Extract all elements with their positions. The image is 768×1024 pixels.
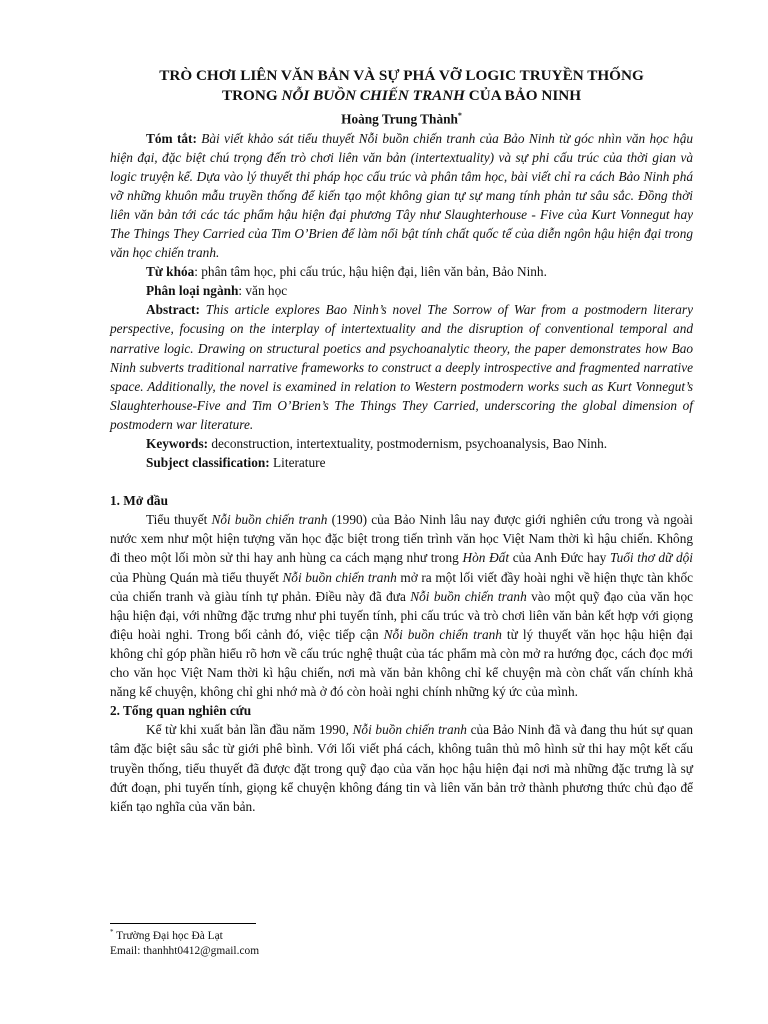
summary-vi [110,129,693,263]
field-en [110,453,693,472]
s1-text-c: của Anh Đức hay [509,550,610,566]
abstract-label: Abstract: [146,302,200,318]
footnote [110,925,510,959]
footnote-affiliation-text: Trường Đại học Đà Lạt [113,929,223,942]
s1-text-d: của Phùng Quán mà tiểu thuyết [110,569,283,585]
author-footnote-mark: * [457,111,462,120]
s1-italic-3: Tuổi thơ dữ dội [609,550,693,566]
footnote-affiliation [110,925,510,944]
abstract-text: This article explores Bao Ninh’s novel The Sorrow of War from a postmodern literary perspective, focusing on the interplay of intertextuality and the disruption of conventional temporal and narrative logic. Drawing on structural poetics and psychoanalytic theory, the paper demonstrates how Bao Ninh subverts traditional narrative frameworks to construct a deeply introspective and fragmented narrative space. Additionally, the novel is examined in relation to Western postmodern works such as Kurt Vonnegut’s Slaughterhouse-Five and Tim O’Brien’s The Things They Carried, underscoring the global dimension of postmodern war literature. [110,302,693,432]
author-name-text: Hoàng Trung Thành [341,111,458,127]
keywords-en [110,434,693,453]
s2-text-a: Kể từ khi xuất bản lần đầu năm 1990, [146,722,353,738]
s2-text-b: của Bảo Ninh đã và đang thu hút sự quan tâm đặc biệt sâu sắc từ giới phê bình. Với lối viết phá cách, không tuân thủ mô hình sử thi hay một kết cấu truyền thống, tiểu thuyết đã được đặt trong quỹ đạo của văn học hậu hiện đại nơi mà những đặc trưng là sự đứt đoạn, phi tuyến tính, giọng kể chuyện không đáng tin và liên văn bản trở thành phương thức chủ đạo để kiến tạo nghĩa của văn bản. [110,722,693,814]
author-name [110,106,693,129]
keywords-vi-label: Từ khóa [146,264,195,280]
field-vi-text: : văn học [238,283,288,299]
s2-italic-1: Nỗi buồn chiến tranh [352,722,467,738]
s1-italic-5: Nỗi buồn chiến tranh [410,588,527,604]
abstract-en [110,300,693,434]
s1-text-f: vào một quỹ đạo của văn học hậu hiện đại, với những đặc trưng như phi tuyến tính, phi cấu trúc và trò chơi liên văn bản kết hợp với giọng điệu hoài nghi. Trong bối cảnh đó, việc tiếp cận [110,588,694,642]
paper-title [110,66,693,106]
s1-text-b: (1990) của Bảo Ninh lâu nay được giới nghiên cứu trong và ngoài nước xem như một hiện tượng văn học đặc biệt trong tiến trình văn học Việt Nam thời kì hậu chiến. Không đi theo một lối mòn sử thi hay anh hùng ca cách mạng như trong [110,512,693,566]
title-line-2-prefix: TRONG [221,87,282,104]
spacer [110,472,693,491]
section-2-paragraph [110,720,693,815]
footnote-email: Email: thanhht0412@gmail.com [110,944,260,957]
summary-text: Bài viết khảo sát tiểu thuyết Nỗi buồn chiến tranh của Bảo Ninh từ góc nhìn văn học hậu hiện đại, đặc biệt chú trọng đến trò chơi liên văn bản (intertextuality) và sự phi cấu trúc của thời gian và logic truyện kể. Dựa vào lý thuyết thi pháp học cấu trúc và phân tâm học, bài viết chỉ ra cách Bảo Ninh phá vỡ những khuôn mẫu truyền thống để kiến tạo một không gian tự sự mang tính phản tư sâu sắc. Đồng thời liên văn bản tới các tác phẩm hậu hiện đại phương Tây như Slaughterhouse - Five của Kurt Vonnegut hay The Things They Carried của Tim O’Brien để làm nổi bật tính chất quốc tế của diễn ngôn hậu hiện đại trong văn học chiến tranh. [110,130,693,261]
title-line-2-suffix: CỦA BẢO NINH [465,87,582,104]
keywords-vi-text: : phân tâm học, phi cấu trúc, hậu hiện đại, liên văn bản, Bảo Ninh. [194,264,547,280]
section-1-heading: 1. Mở đầu [110,493,168,509]
keywords-vi [110,262,693,281]
s1-text-a: Tiểu thuyết [146,512,212,528]
paper-page [110,66,693,816]
section-2-heading: 2. Tổng quan nghiên cứu [110,703,252,719]
field-vi-label: Phân loại ngành [146,283,239,299]
field-en-label: Subject classification: [146,455,270,471]
title-line-2-italic: NỖI BUỒN CHIẾN TRANH [281,87,465,104]
s1-italic-6: Nỗi buồn chiến tranh [383,626,502,642]
keywords-en-text: deconstruction, intertextuality, postmodernism, psychoanalysis, Bao Ninh. [208,436,608,452]
field-vi [110,281,693,300]
s1-italic-1: Nỗi buồn chiến tranh [211,512,328,528]
title-line-1: TRÒ CHƠI LIÊN VĂN BẢN VÀ SỰ PHÁ VỠ LOGIC TRUYỀN THỐNG [159,67,644,84]
section-1-paragraph [110,510,693,701]
title-line-2 [110,86,693,106]
summary-label: Tóm tắt: [146,130,197,146]
s1-text-g: từ lý thuyết văn học hậu hiện đại không chỉ góp phần hiểu rõ hơn về cấu trúc nghệ thuật của tác phẩm mà còn mở ra hướng đọc, cách đọc mới cho văn học Việt Nam thời kì hậu chiến, nơi mà văn bản không chỉ kể chuyện mà còn chất vấn chính khả năng kể chuyện, không chỉ ghi nhớ mà ở đó còn hoài nghi chính những ký ức của mình. [110,626,694,700]
footnote-mark: * [110,928,114,936]
s1-italic-4: Nỗi buồn chiến tranh [282,569,397,585]
footnote-divider [110,923,256,924]
field-en-text: Literature [269,455,326,471]
s1-text-e: mở ra một lối viết đầy hoài nghi về hiện thực tàn khốc của chiến tranh và giàu tính tự phản. Điều này đã đưa [110,569,693,604]
s1-italic-2: Hòn Đất [462,550,510,566]
keywords-en-label: Keywords: [146,436,209,452]
